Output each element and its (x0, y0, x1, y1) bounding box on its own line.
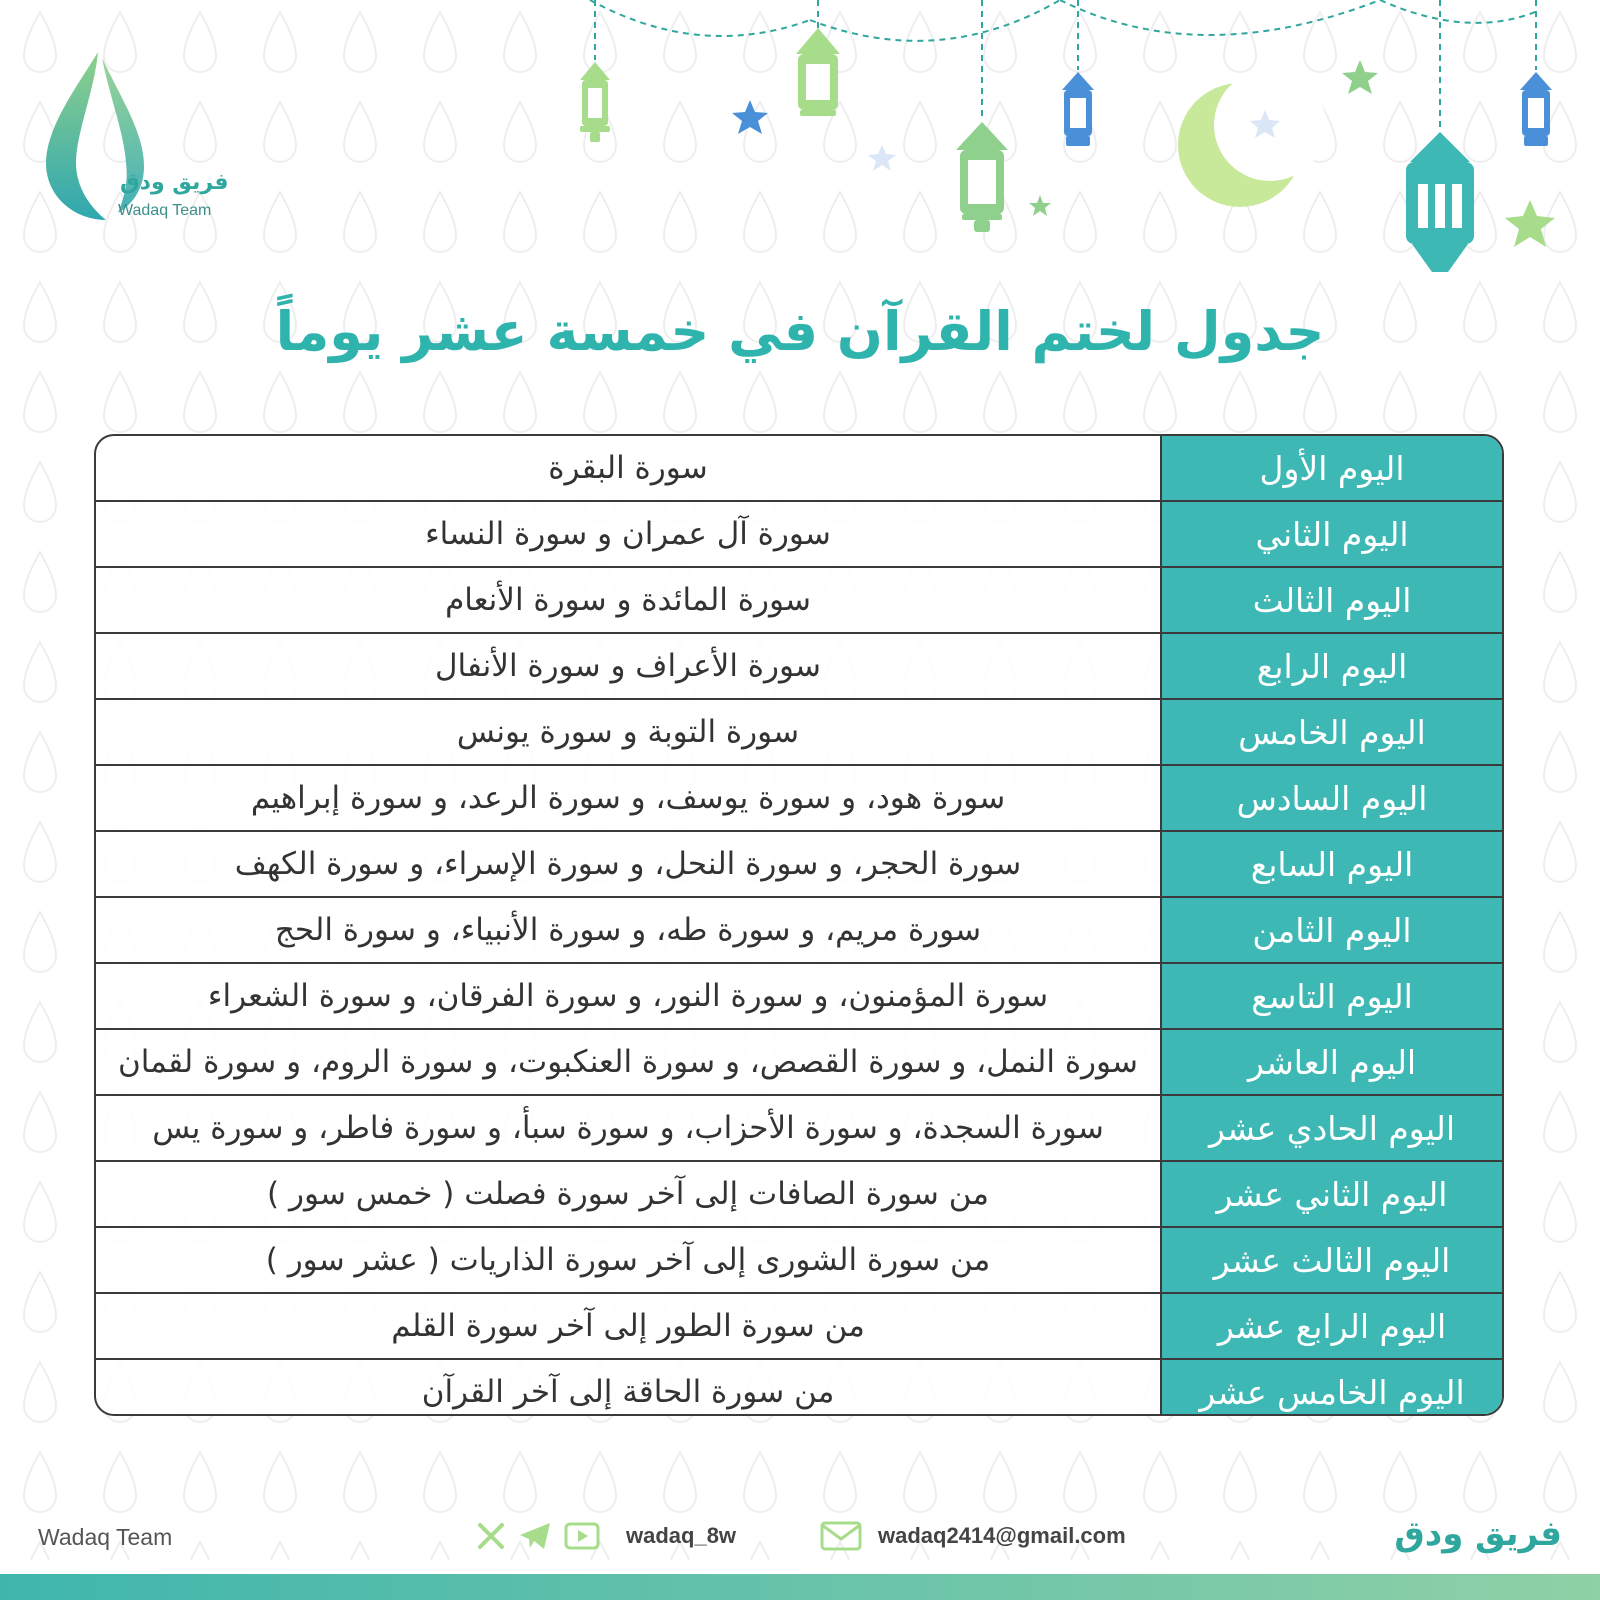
day-cell: اليوم الثالث عشر (1162, 1228, 1502, 1292)
surah-cell: من سورة الطور إلى آخر سورة القلم (96, 1294, 1162, 1358)
schedule-row (96, 436, 1502, 502)
email-contact (820, 1516, 1126, 1556)
logo-english-name: Wadaq Team (118, 202, 212, 219)
schedule-row (96, 700, 1502, 766)
social-links (476, 1516, 736, 1556)
surah-cell: سورة النمل، و سورة القصص، و سورة العنكبوت، و سورة الروم، و سورة لقمان (96, 1030, 1162, 1094)
surah-cell: سورة هود، و سورة يوسف، و سورة الرعد، و سورة إبراهيم (96, 766, 1162, 830)
schedule-row (96, 1228, 1502, 1294)
wadaq-logo-icon (36, 48, 236, 228)
schedule-row (96, 568, 1502, 634)
mail-icon (820, 1521, 862, 1551)
surah-cell: سورة مريم، و سورة طه، و سورة الأنبياء، و سورة الحج (96, 898, 1162, 962)
day-cell: اليوم الخامس عشر (1162, 1360, 1502, 1416)
email-address[interactable]: wadaq2414@gmail.com (878, 1523, 1126, 1548)
footer-brand-arabic: فريق ودق (1394, 1514, 1562, 1554)
schedule-row (96, 898, 1502, 964)
day-cell: اليوم الأول (1162, 436, 1502, 500)
surah-cell: سورة المائدة و سورة الأنعام (96, 568, 1162, 632)
crescent-moon-icon (1178, 69, 1326, 207)
day-cell: اليوم الحادي عشر (1162, 1096, 1502, 1160)
surah-cell: سورة السجدة، و سورة الأحزاب، و سورة سبأ، و سورة فاطر، و سورة يس (96, 1096, 1162, 1160)
schedule-row (96, 832, 1502, 898)
surah-cell: سورة المؤمنون، و سورة النور، و سورة الفرقان، و سورة الشعراء (96, 964, 1162, 1028)
surah-cell: سورة البقرة (96, 436, 1162, 500)
telegram-icon[interactable] (518, 1521, 552, 1551)
schedule-row (96, 1294, 1502, 1360)
surah-cell: من سورة الشورى إلى آخر سورة الذاريات ( عشر سور ) (96, 1228, 1162, 1292)
day-cell: اليوم الثالث (1162, 568, 1502, 632)
x-twitter-icon[interactable] (476, 1521, 506, 1551)
day-cell: اليوم السادس (1162, 766, 1502, 830)
day-cell: اليوم السابع (1162, 832, 1502, 896)
schedule-row (96, 1162, 1502, 1228)
youtube-icon[interactable] (564, 1522, 600, 1550)
schedule-row (96, 1360, 1502, 1416)
bottom-accent-bar (0, 1574, 1600, 1600)
ramadan-decorations (560, 0, 1600, 280)
surah-cell: سورة الحجر، و سورة النحل، و سورة الإسراء، و سورة الكهف (96, 832, 1162, 896)
social-handle[interactable]: wadaq_8w (626, 1523, 737, 1548)
day-cell: اليوم العاشر (1162, 1030, 1502, 1094)
surah-cell: من سورة الحاقة إلى آخر القرآن (96, 1360, 1162, 1416)
surah-cell: سورة الأعراف و سورة الأنفال (96, 634, 1162, 698)
surah-cell: سورة التوبة و سورة يونس (96, 700, 1162, 764)
day-cell: اليوم الرابع عشر (1162, 1294, 1502, 1358)
schedule-table (94, 434, 1504, 1416)
footer-team-name: Wadaq Team (38, 1524, 173, 1550)
day-cell: اليوم الثاني (1162, 502, 1502, 566)
schedule-row (96, 766, 1502, 832)
schedule-row (96, 1030, 1502, 1096)
day-cell: اليوم الرابع (1162, 634, 1502, 698)
surah-cell: سورة آل عمران و سورة النساء (96, 502, 1162, 566)
day-cell: اليوم التاسع (1162, 964, 1502, 1028)
day-cell: اليوم الثاني عشر (1162, 1162, 1502, 1226)
page-title: جدول لختم القرآن في خمسة عشر يوماً (275, 300, 1325, 363)
day-cell: اليوم الثامن (1162, 898, 1502, 962)
lantern-icon (580, 62, 610, 142)
day-cell: اليوم الخامس (1162, 700, 1502, 764)
surah-cell: من سورة الصافات إلى آخر سورة فصلت ( خمس سور ) (96, 1162, 1162, 1226)
schedule-row (96, 502, 1502, 568)
schedule-row (96, 634, 1502, 700)
schedule-row (96, 964, 1502, 1030)
logo-arabic-name: فريق ودق (120, 170, 229, 195)
schedule-row (96, 1096, 1502, 1162)
